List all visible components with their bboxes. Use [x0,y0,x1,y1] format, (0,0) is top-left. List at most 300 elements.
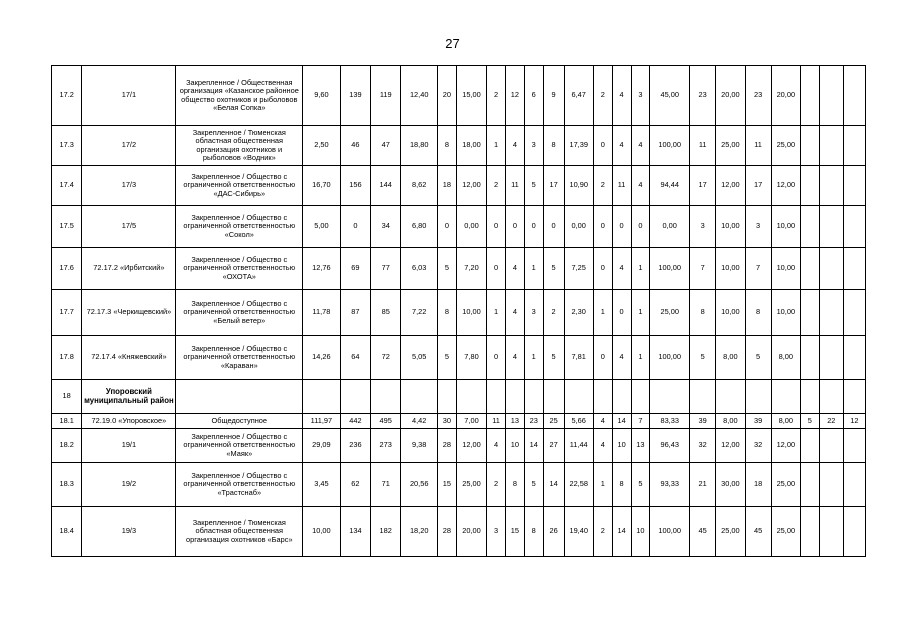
cell-ground-id: 19/2 [82,463,176,507]
cell-density: 18,80 [401,126,438,166]
cell-v18 [843,380,865,414]
cell-density: 18,20 [401,507,438,557]
cell-area: 29,09 [303,429,341,463]
cell-v1: 8 [438,126,457,166]
cell-v12: 45 [690,507,716,557]
cell-v8: 0 [593,248,612,290]
cell-v15: 25,00 [771,463,800,507]
cell-v14: 23 [745,66,771,126]
cell-v10: 4 [631,166,650,206]
cell-v14: 7 [745,248,771,290]
cell-row-number: 18.2 [52,429,82,463]
cell-v11: 83,33 [650,414,690,429]
cell-v15: 25,00 [771,126,800,166]
cell-v9: 0 [612,290,631,336]
cell-v15: 25,00 [771,507,800,557]
cell-v16 [800,248,819,290]
cell-v2: 10,00 [456,290,486,336]
cell-v18 [843,248,865,290]
cell-v12: 21 [690,463,716,507]
cell-density: 7,22 [401,290,438,336]
cell-v15: 10,00 [771,248,800,290]
cell-v14: 39 [745,414,771,429]
cell-v3: 2 [487,166,506,206]
cell-count-b: 34 [371,206,401,248]
cell-v3: 1 [487,126,506,166]
cell-v7: 6,47 [564,66,593,126]
cell-v7: 7,25 [564,248,593,290]
cell-v16 [800,507,819,557]
cell-v13: 30,00 [716,463,745,507]
cell-v15: 10,00 [771,290,800,336]
table-row [52,166,866,206]
cell-v16 [800,290,819,336]
cell-density: 6,80 [401,206,438,248]
cell-v14: 18 [745,463,771,507]
cell-count-a: 46 [340,126,370,166]
cell-count-a: 442 [340,414,370,429]
cell-v18 [843,290,865,336]
cell-area: 11,78 [303,290,341,336]
cell-v7: 7,81 [564,336,593,380]
cell-v9: 11 [612,166,631,206]
cell-v3: 1 [487,290,506,336]
cell-v13: 12,00 [716,429,745,463]
cell-ground-id: 17/5 [82,206,176,248]
cell-v17 [819,166,843,206]
cell-v2: 20,00 [456,507,486,557]
cell-row-number: 18 [52,380,82,414]
cell-v18 [843,463,865,507]
cell-v3: 11 [487,414,506,429]
cell-v11: 93,33 [650,463,690,507]
cell-v8: 1 [593,463,612,507]
hunting-grounds-table [51,65,866,557]
cell-density: 9,38 [401,429,438,463]
table-row [52,463,866,507]
cell-v9: 14 [612,414,631,429]
cell-area: 2,50 [303,126,341,166]
cell-area: 3,45 [303,463,341,507]
cell-v17 [819,380,843,414]
cell-ground-id: 72.17.4 «Княжевский» [82,336,176,380]
cell-v2: 7,20 [456,248,486,290]
cell-count-a [340,380,370,414]
cell-count-b: 495 [371,414,401,429]
cell-v8: 2 [593,507,612,557]
cell-v9: 10 [612,429,631,463]
cell-v12: 8 [690,290,716,336]
table-row [52,206,866,248]
cell-v10 [631,380,650,414]
cell-v13: 25,00 [716,507,745,557]
cell-row-number: 17.3 [52,126,82,166]
cell-v14: 11 [745,126,771,166]
cell-v4: 4 [505,336,524,380]
cell-v3 [487,380,506,414]
cell-v8: 4 [593,414,612,429]
cell-v7: 19,40 [564,507,593,557]
cell-ground-category: Закрепленное / Общество с ограниченной ответственностью «Сокол» [176,206,303,248]
cell-v1: 15 [438,463,457,507]
cell-v7: 5,66 [564,414,593,429]
cell-v2: 18,00 [456,126,486,166]
cell-area [303,380,341,414]
cell-v2: 12,00 [456,429,486,463]
cell-v14: 5 [745,336,771,380]
cell-v10: 1 [631,290,650,336]
cell-v5 [524,380,543,414]
cell-v18 [843,336,865,380]
cell-v17 [819,206,843,248]
cell-v7: 0,00 [564,206,593,248]
cell-v18: 12 [843,414,865,429]
cell-v18 [843,429,865,463]
cell-v16 [800,380,819,414]
cell-v11: 100,00 [650,126,690,166]
cell-ground-category: Закрепленное / Общество с ограниченной ответственностью «Трастснаб» [176,463,303,507]
cell-v12: 23 [690,66,716,126]
cell-v1: 5 [438,248,457,290]
cell-ground-id: 72.17.3 «Черкищевский» [82,290,176,336]
cell-v6: 27 [543,429,564,463]
cell-density: 20,56 [401,463,438,507]
cell-v10: 5 [631,463,650,507]
cell-v6: 8 [543,126,564,166]
cell-row-number: 17.2 [52,66,82,126]
cell-v11: 0,00 [650,206,690,248]
cell-v16 [800,166,819,206]
table-row [52,380,866,414]
cell-v11: 100,00 [650,248,690,290]
cell-v16: 5 [800,414,819,429]
cell-v17 [819,507,843,557]
cell-v6: 2 [543,290,564,336]
cell-v10: 13 [631,429,650,463]
cell-v10: 3 [631,66,650,126]
cell-area: 9,60 [303,66,341,126]
cell-v6: 14 [543,463,564,507]
cell-count-a: 87 [340,290,370,336]
table-row [52,336,866,380]
table-row [52,248,866,290]
cell-v17 [819,336,843,380]
cell-v13: 25,00 [716,126,745,166]
cell-v17 [819,66,843,126]
cell-ground-category: Закрепленное / Тюменская областная общественная организация охотников «Барс» [176,507,303,557]
cell-v8: 2 [593,66,612,126]
cell-v4: 8 [505,463,524,507]
cell-row-number: 17.4 [52,166,82,206]
cell-ground-category: Закрепленное / Общество с ограниченной ответственностью «Белый ветер» [176,290,303,336]
cell-v17: 22 [819,414,843,429]
cell-v10: 0 [631,206,650,248]
cell-v18 [843,66,865,126]
cell-area: 12,76 [303,248,341,290]
cell-v14: 8 [745,290,771,336]
cell-v12: 3 [690,206,716,248]
cell-v9: 0 [612,206,631,248]
cell-v2: 7,80 [456,336,486,380]
cell-v14 [745,380,771,414]
cell-v14: 3 [745,206,771,248]
cell-count-b: 71 [371,463,401,507]
cell-v9: 4 [612,336,631,380]
cell-density [401,380,438,414]
cell-v9: 8 [612,463,631,507]
cell-v6: 9 [543,66,564,126]
cell-density: 8,62 [401,166,438,206]
cell-count-a: 69 [340,248,370,290]
cell-v1: 20 [438,66,457,126]
cell-area: 111,97 [303,414,341,429]
cell-count-b: 182 [371,507,401,557]
cell-v18 [843,126,865,166]
cell-v13: 10,00 [716,248,745,290]
cell-row-number: 17.5 [52,206,82,248]
cell-v16 [800,126,819,166]
cell-v14: 32 [745,429,771,463]
cell-row-number: 17.6 [52,248,82,290]
cell-v18 [843,507,865,557]
cell-v7: 22,58 [564,463,593,507]
cell-v6: 17 [543,166,564,206]
cell-v1: 30 [438,414,457,429]
cell-v17 [819,463,843,507]
cell-v5: 5 [524,463,543,507]
cell-v3: 0 [487,336,506,380]
table-row [52,507,866,557]
cell-v15: 10,00 [771,206,800,248]
cell-v8: 0 [593,206,612,248]
cell-v7: 11,44 [564,429,593,463]
cell-ground-id: 17/3 [82,166,176,206]
cell-v4: 4 [505,290,524,336]
cell-v5: 8 [524,507,543,557]
cell-v11: 45,00 [650,66,690,126]
cell-v9: 4 [612,126,631,166]
cell-v9: 14 [612,507,631,557]
cell-area: 16,70 [303,166,341,206]
cell-ground-category [176,380,303,414]
cell-ground-category: Закрепленное / Общественная организация «Казанское районное общество охотников и рыболовов «Белая Сопка» [176,66,303,126]
cell-count-b: 72 [371,336,401,380]
cell-v16 [800,206,819,248]
cell-v16 [800,66,819,126]
cell-v7: 17,39 [564,126,593,166]
cell-v15: 8,00 [771,336,800,380]
cell-v15: 12,00 [771,166,800,206]
cell-count-a: 0 [340,206,370,248]
cell-v5: 23 [524,414,543,429]
cell-v5: 1 [524,336,543,380]
cell-v1: 28 [438,429,457,463]
cell-v3: 4 [487,429,506,463]
cell-v15: 8,00 [771,414,800,429]
table-row [52,429,866,463]
cell-v17 [819,248,843,290]
cell-v18 [843,206,865,248]
cell-v2: 25,00 [456,463,486,507]
cell-v3: 2 [487,66,506,126]
cell-ground-category: Закрепленное / Общество с ограниченной ответственностью «Маяк» [176,429,303,463]
cell-v4: 4 [505,126,524,166]
cell-v11: 94,44 [650,166,690,206]
cell-v1: 28 [438,507,457,557]
cell-v13: 20,00 [716,66,745,126]
cell-area: 5,00 [303,206,341,248]
cell-ground-id: Упоровский муниципальный район [82,380,176,414]
cell-v7: 2,30 [564,290,593,336]
cell-v6: 26 [543,507,564,557]
cell-v12: 32 [690,429,716,463]
cell-v4: 10 [505,429,524,463]
cell-v11 [650,380,690,414]
cell-v2: 7,00 [456,414,486,429]
cell-v3: 2 [487,463,506,507]
cell-count-a: 134 [340,507,370,557]
cell-row-number: 18.4 [52,507,82,557]
cell-count-a: 139 [340,66,370,126]
cell-v4: 11 [505,166,524,206]
cell-v1: 18 [438,166,457,206]
cell-count-b: 85 [371,290,401,336]
cell-v5: 5 [524,166,543,206]
cell-v5: 6 [524,66,543,126]
cell-v13 [716,380,745,414]
cell-v2: 12,00 [456,166,486,206]
cell-v10: 7 [631,414,650,429]
cell-area: 14,26 [303,336,341,380]
cell-count-a: 156 [340,166,370,206]
cell-ground-id: 19/3 [82,507,176,557]
cell-v12 [690,380,716,414]
cell-v12: 39 [690,414,716,429]
cell-v16 [800,463,819,507]
cell-v8: 0 [593,336,612,380]
cell-v14: 45 [745,507,771,557]
cell-row-number: 17.7 [52,290,82,336]
cell-v4 [505,380,524,414]
cell-v13: 10,00 [716,206,745,248]
table-row [52,290,866,336]
cell-ground-category: Общедоступное [176,414,303,429]
cell-v17 [819,429,843,463]
cell-v4: 4 [505,248,524,290]
cell-v15 [771,380,800,414]
cell-v5: 1 [524,248,543,290]
cell-ground-category: Закрепленное / Тюменская областная общественная организация охотников и рыболовов «Водник» [176,126,303,166]
cell-v11: 96,43 [650,429,690,463]
cell-count-b: 119 [371,66,401,126]
cell-count-b [371,380,401,414]
cell-ground-id: 17/1 [82,66,176,126]
cell-v18 [843,166,865,206]
cell-v8 [593,380,612,414]
cell-v5: 14 [524,429,543,463]
cell-v13: 10,00 [716,290,745,336]
cell-v3: 0 [487,248,506,290]
cell-v17 [819,290,843,336]
cell-v15: 12,00 [771,429,800,463]
cell-v6: 0 [543,206,564,248]
cell-row-number: 18.1 [52,414,82,429]
cell-ground-category: Закрепленное / Общество с ограниченной ответственностью «ДАС-Сибирь» [176,166,303,206]
cell-v11: 100,00 [650,507,690,557]
cell-v6: 5 [543,336,564,380]
cell-v2 [456,380,486,414]
cell-ground-id: 72.19.0 «Упоровское» [82,414,176,429]
cell-count-b: 144 [371,166,401,206]
cell-v4: 0 [505,206,524,248]
table-row [52,66,866,126]
cell-v14: 17 [745,166,771,206]
cell-v9: 4 [612,248,631,290]
cell-v7 [564,380,593,414]
cell-ground-id: 19/1 [82,429,176,463]
cell-ground-id: 17/2 [82,126,176,166]
cell-v12: 11 [690,126,716,166]
cell-v9 [612,380,631,414]
cell-v10: 1 [631,248,650,290]
cell-v8: 0 [593,126,612,166]
cell-v5: 3 [524,126,543,166]
cell-v5: 0 [524,206,543,248]
cell-v11: 100,00 [650,336,690,380]
cell-v9: 4 [612,66,631,126]
table-row [52,126,866,166]
cell-v10: 1 [631,336,650,380]
cell-v17 [819,126,843,166]
cell-v8: 2 [593,166,612,206]
cell-v16 [800,336,819,380]
cell-area: 10,00 [303,507,341,557]
cell-v13: 12,00 [716,166,745,206]
cell-v12: 7 [690,248,716,290]
cell-v11: 25,00 [650,290,690,336]
cell-v6 [543,380,564,414]
cell-count-b: 77 [371,248,401,290]
cell-count-a: 62 [340,463,370,507]
cell-density: 4,42 [401,414,438,429]
cell-v16 [800,429,819,463]
cell-v1: 0 [438,206,457,248]
cell-density: 12,40 [401,66,438,126]
cell-v4: 15 [505,507,524,557]
cell-v8: 4 [593,429,612,463]
cell-ground-id: 72.17.2 «Ирбитский» [82,248,176,290]
cell-v5: 3 [524,290,543,336]
page-number: 27 [445,36,460,51]
cell-v3: 0 [487,206,506,248]
cell-row-number: 17.8 [52,336,82,380]
cell-density: 6,03 [401,248,438,290]
cell-v15: 20,00 [771,66,800,126]
cell-v4: 12 [505,66,524,126]
cell-v12: 17 [690,166,716,206]
table-row [52,414,866,429]
cell-v12: 5 [690,336,716,380]
cell-ground-category: Закрепленное / Общество с ограниченной ответственностью «ОХОТА» [176,248,303,290]
cell-density: 5,05 [401,336,438,380]
cell-v4: 13 [505,414,524,429]
cell-v13: 8,00 [716,336,745,380]
cell-v3: 3 [487,507,506,557]
cell-v2: 0,00 [456,206,486,248]
cell-count-b: 47 [371,126,401,166]
cell-v1: 5 [438,336,457,380]
cell-v1 [438,380,457,414]
